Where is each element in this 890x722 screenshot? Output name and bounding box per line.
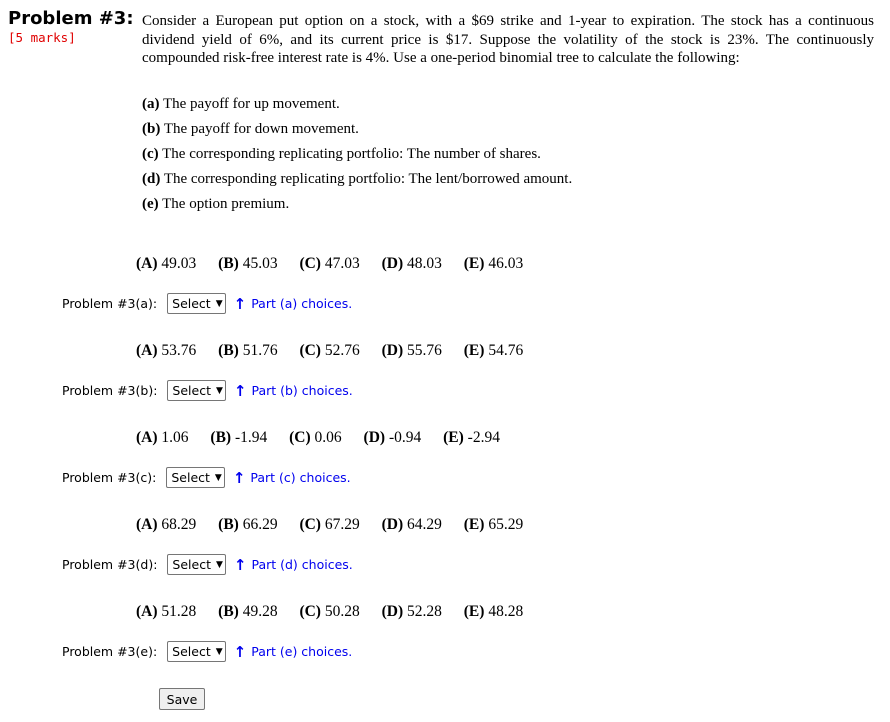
answer-select-c[interactable] xyxy=(166,467,224,488)
choice-value: 46.03 xyxy=(488,255,524,272)
choice-letter: (B) xyxy=(218,342,239,359)
part-tag: (c) xyxy=(142,146,159,162)
choice-value: 65.29 xyxy=(488,516,524,533)
choice-value: 52.76 xyxy=(324,342,360,359)
choice-letter: (B) xyxy=(218,603,239,620)
answer-row-e xyxy=(62,641,352,662)
choice xyxy=(299,603,368,620)
part-item xyxy=(142,117,572,142)
part-text: The payoff for down movement. xyxy=(163,121,359,137)
up-arrow-icon[interactable]: ↑ xyxy=(233,555,247,574)
answer-label: Problem #3(d): xyxy=(62,557,158,572)
choice-letter: (E) xyxy=(443,429,464,446)
answer-row-a xyxy=(62,293,352,314)
choice-letter: (A) xyxy=(136,516,158,533)
choice-value: 49.03 xyxy=(161,255,197,272)
select-value: Select xyxy=(172,557,211,572)
choice-value: 53.76 xyxy=(161,342,197,359)
choice xyxy=(218,516,286,533)
problem-title: Problem #3: xyxy=(8,8,134,29)
part-choices-link-e[interactable]: Part (e) choices. xyxy=(251,644,353,659)
choice-letter: (C) xyxy=(299,516,321,533)
choice xyxy=(443,429,509,446)
choice-letter: (C) xyxy=(299,342,321,359)
choice-letter: (E) xyxy=(463,603,485,620)
up-arrow-icon[interactable]: ↑ xyxy=(233,381,247,400)
choice-value: 54.76 xyxy=(488,342,524,359)
choice xyxy=(136,429,198,446)
part-tag: (e) xyxy=(142,196,159,212)
choice xyxy=(364,429,431,446)
part-text: The corresponding replicating portfolio: The number of shares. xyxy=(162,146,541,162)
answer-select-d[interactable] xyxy=(167,554,225,575)
answer-select-b[interactable] xyxy=(167,380,225,401)
part-text: The option premium. xyxy=(162,196,290,212)
choice-value: 52.28 xyxy=(407,603,442,620)
choice-letter: (E) xyxy=(463,255,485,272)
answer-row-c xyxy=(62,467,351,488)
choice xyxy=(299,342,368,359)
part-text: The corresponding replicating portfolio: The lent/borrowed amount. xyxy=(163,171,573,187)
parts-list xyxy=(142,92,572,217)
choice xyxy=(464,516,532,533)
answer-label: Problem #3(e): xyxy=(62,644,158,659)
choice-value: 68.29 xyxy=(161,516,197,533)
choice-letter: (D) xyxy=(381,255,404,272)
choice-value: 67.29 xyxy=(324,516,360,533)
choices-d xyxy=(136,516,541,534)
choice-letter: (C) xyxy=(299,603,321,620)
choice-value: 55.76 xyxy=(407,342,442,359)
choice-letter: (D) xyxy=(363,429,386,446)
chevron-down-icon: ▼ xyxy=(215,385,223,396)
select-value: Select xyxy=(171,470,210,485)
part-tag: (b) xyxy=(142,121,161,137)
choices-c xyxy=(136,429,518,447)
part-item xyxy=(142,142,572,167)
choice-value: -0.94 xyxy=(388,429,422,446)
part-choices-link-b[interactable]: Part (b) choices. xyxy=(251,383,353,398)
part-tag: (d) xyxy=(142,171,161,187)
choice-letter: (A) xyxy=(136,342,158,359)
choice-letter: (B) xyxy=(218,516,239,533)
choice xyxy=(299,255,368,272)
choice-letter: (B) xyxy=(218,255,239,272)
answer-row-d xyxy=(62,554,353,575)
choice-letter: (E) xyxy=(463,516,485,533)
choice-letter: (D) xyxy=(381,342,404,359)
answer-select-a[interactable] xyxy=(167,293,225,314)
choice xyxy=(464,255,532,272)
choice xyxy=(464,603,532,620)
part-tag: (a) xyxy=(142,96,160,112)
choice-letter: (C) xyxy=(299,255,321,272)
choice xyxy=(218,342,286,359)
chevron-down-icon: ▼ xyxy=(215,646,223,657)
part-choices-link-d[interactable]: Part (d) choices. xyxy=(251,557,353,572)
choices-e xyxy=(136,603,541,621)
answer-label: Problem #3(b): xyxy=(62,383,158,398)
part-item xyxy=(142,167,572,192)
save-button[interactable]: Save xyxy=(159,688,205,710)
answer-label: Problem #3(c): xyxy=(62,470,157,485)
choice-letter: (A) xyxy=(136,603,158,620)
choices-a xyxy=(136,255,541,273)
choice xyxy=(382,342,451,359)
choice-value: 66.29 xyxy=(242,516,278,533)
choice xyxy=(218,255,286,272)
select-value: Select xyxy=(172,644,211,659)
chevron-down-icon: ▼ xyxy=(215,559,223,570)
choice xyxy=(289,429,351,446)
part-item xyxy=(142,92,572,117)
choice-letter: (A) xyxy=(136,255,158,272)
choice-value: 0.06 xyxy=(314,429,342,446)
up-arrow-icon[interactable]: ↑ xyxy=(233,642,247,661)
answer-label: Problem #3(a): xyxy=(62,296,158,311)
problem-marks: [5 marks] xyxy=(8,30,76,45)
choice-letter: (B) xyxy=(210,429,232,446)
choice xyxy=(136,603,205,620)
choice-letter: (D) xyxy=(381,516,404,533)
choice xyxy=(382,255,451,272)
part-text: The payoff for up movement. xyxy=(162,96,340,112)
choice-letter: (E) xyxy=(463,342,485,359)
answer-row-b xyxy=(62,380,353,401)
choice xyxy=(210,429,276,446)
choice-letter: (C) xyxy=(289,429,311,446)
choice-value: -2.94 xyxy=(467,429,500,446)
choice-value: 51.28 xyxy=(161,603,197,620)
choice-value: 1.06 xyxy=(161,429,189,446)
part-choices-link-c[interactable]: Part (c) choices. xyxy=(250,470,351,485)
choice-value: 47.03 xyxy=(324,255,360,272)
choice-value: 51.76 xyxy=(242,342,278,359)
problem-header xyxy=(8,8,134,46)
choice-value: 48.03 xyxy=(407,255,442,272)
choice-letter: (A) xyxy=(136,429,158,446)
select-value: Select xyxy=(172,383,211,398)
choice-value: 48.28 xyxy=(488,603,524,620)
answer-select-e[interactable] xyxy=(167,641,225,662)
part-choices-link-a[interactable]: Part (a) choices. xyxy=(251,296,353,311)
choice xyxy=(382,516,451,533)
choices-b xyxy=(136,342,541,360)
up-arrow-icon[interactable]: ↑ xyxy=(232,468,246,487)
chevron-down-icon: ▼ xyxy=(214,472,222,483)
choice xyxy=(136,255,205,272)
part-item xyxy=(142,192,572,217)
choice xyxy=(299,516,368,533)
choice xyxy=(136,516,205,533)
choice-value: 64.29 xyxy=(407,516,442,533)
choice-value: 49.28 xyxy=(242,603,278,620)
chevron-down-icon: ▼ xyxy=(215,298,223,309)
choice-value: 50.28 xyxy=(324,603,360,620)
choice xyxy=(218,603,286,620)
choice xyxy=(464,342,532,359)
choice-value: -1.94 xyxy=(234,429,268,446)
choice xyxy=(382,603,451,620)
choice-letter: (D) xyxy=(381,603,404,620)
choice xyxy=(136,342,205,359)
up-arrow-icon[interactable]: ↑ xyxy=(233,294,247,313)
select-value: Select xyxy=(172,296,211,311)
choice-value: 45.03 xyxy=(242,255,278,272)
problem-statement: Consider a European put option on a stock, with a $69 strike and 1-year to expiration. The stock has a continuous dividend yield of 6%, and its current price is $17. Suppose the volatility of the stock is 23%. The continuously compounded risk-free interest rate is 4%. Use a one-period binomial tree to calculate the following: xyxy=(142,13,874,66)
